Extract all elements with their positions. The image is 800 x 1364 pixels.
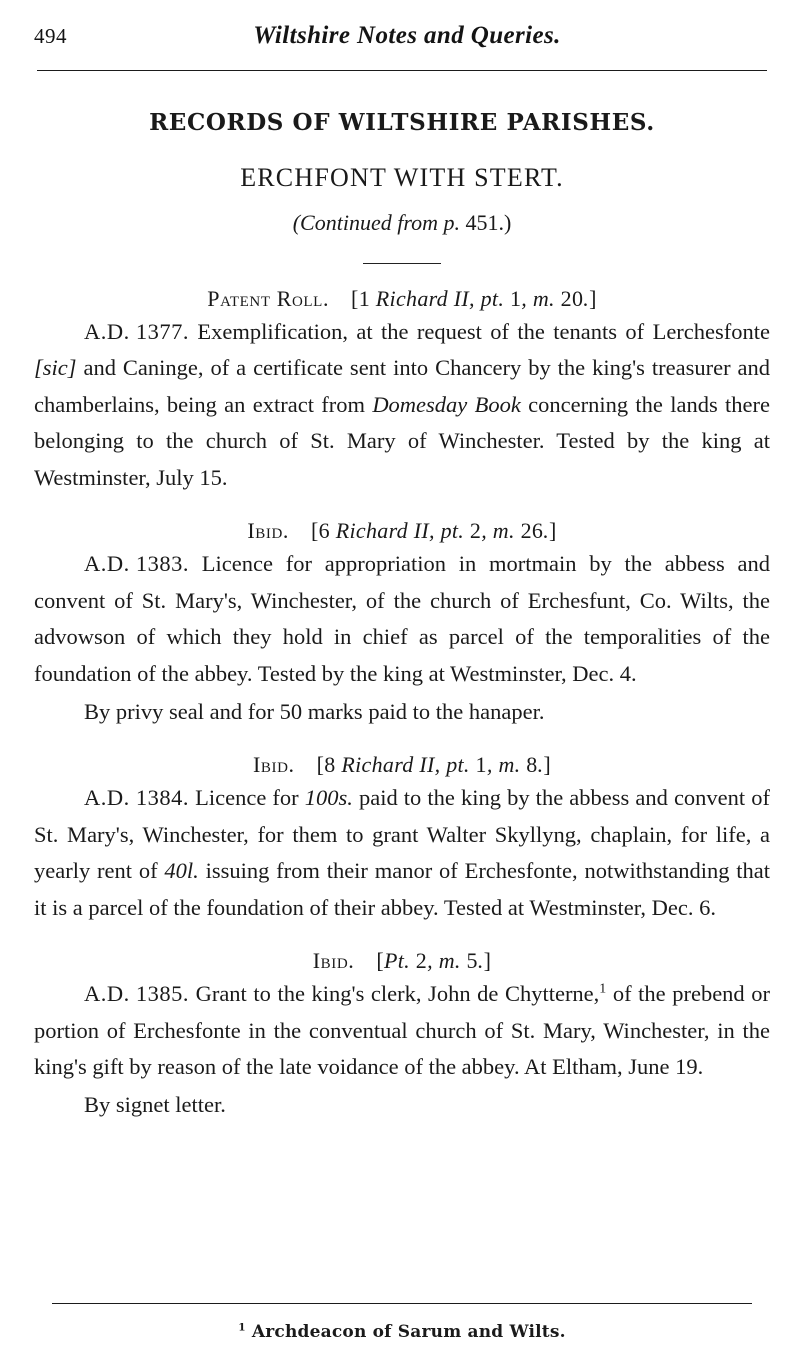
entry-source: Ibid. [252, 752, 295, 778]
article-title: RECORDS OF WILTSHIRE PARISHES. [149, 109, 655, 136]
continued-from-note [34, 210, 770, 236]
entry-source: Patent Roll. [207, 286, 330, 311]
section-ornament-rule [363, 263, 441, 264]
entry-paragraph [34, 546, 770, 692]
header-divider [37, 70, 767, 71]
continued-from-label: (Continued from p. [292, 210, 460, 235]
entry-extra-paragraph [34, 694, 770, 730]
entry-date: A.D. 1377. [84, 319, 189, 344]
entry-paragraph [34, 976, 770, 1085]
entry-source: Ibid. [247, 518, 289, 544]
record-entry [34, 518, 770, 730]
entry-citation: [1 Richard II, pt. 1, m. 20.] [351, 286, 597, 311]
entry-paragraph [34, 314, 770, 496]
entry-citation: [8 Richard II, pt. 1, m. 8.] [316, 752, 552, 778]
entry-heading [34, 518, 770, 544]
entry-heading [34, 948, 770, 974]
footnote-marker: 1 [238, 1321, 246, 1334]
running-head-title: Wiltshire Notes and Queries. [253, 22, 561, 49]
entry-paragraph [34, 780, 770, 926]
entry-citation: [Pt. 2, m. 5.] [376, 948, 492, 974]
page-number: 494 [34, 24, 67, 48]
entry-extra-paragraph [34, 1087, 770, 1123]
footnote-text: Archdeacon of Sarum and Wilts. [251, 1322, 566, 1342]
entry-text: Exemplification, at the request of the tenants of Lerchesfonte [sic] and Caninge, of a certificate sent into Chancery by the king's treasurer and chamberlains, being an extract from Domesday Book concerning the lands there belonging to the church of St. Mary of Winchester. Tested by the king at Westminster, July 15. [34, 319, 771, 490]
footnote-area [34, 1303, 770, 1342]
record-entry [34, 752, 770, 926]
entry-extra-text: By signet letter. [84, 1092, 226, 1118]
footnote [34, 1322, 770, 1342]
footnote-divider [52, 1303, 752, 1304]
record-entry [34, 286, 770, 496]
entry-heading [34, 286, 770, 312]
entry-date: A.D. 1383. [84, 551, 189, 577]
entry-citation: [6 Richard II, pt. 2, m. 26.] [311, 518, 557, 544]
entry-source: Ibid. [312, 948, 355, 974]
entry-text: Grant to the king's clerk, John de Chytterne,$^1$ of the prebend or portion of Erchesfonte in the conventual church of St. Mary, Winchester, in the king's gift by reason of the late voidance of the abbey. At Eltham, June 19. [34, 981, 770, 1079]
continued-from-page: 451.) [465, 210, 512, 235]
entry-heading [34, 752, 770, 778]
entry-text: Licence for appropriation in mortmain by the abbess and convent of St. Mary's, Winchester, of the church of Erchesfunt, Co. Wilts, the advowson of which they hold in chief as parcel of the temporalities of the foundation of the abbey. Tested by the king at Westminster, Dec. 4. [34, 551, 771, 686]
article-subtitle: ERCHFONT WITH STERT. [240, 163, 564, 192]
entry-extra-text: By privy seal and for 50 marks paid to the hanaper. [84, 698, 545, 724]
record-entry [34, 948, 770, 1124]
running-head [34, 22, 770, 62]
entry-date: A.D. 1385. [84, 981, 189, 1007]
entry-text: Licence for 100s. paid to the king by the abbess and convent of St. Mary's, Winchester, for them to grant Walter Skyllyng, chaplain, for life, a yearly rent of 40l. issuing from their manor of Erchesfonte, notwithstanding that it is a parcel of the foundation of their abbey. Tested at Westminster, Dec. 6. [34, 785, 771, 920]
entry-date: A.D. 1384. [84, 785, 189, 811]
